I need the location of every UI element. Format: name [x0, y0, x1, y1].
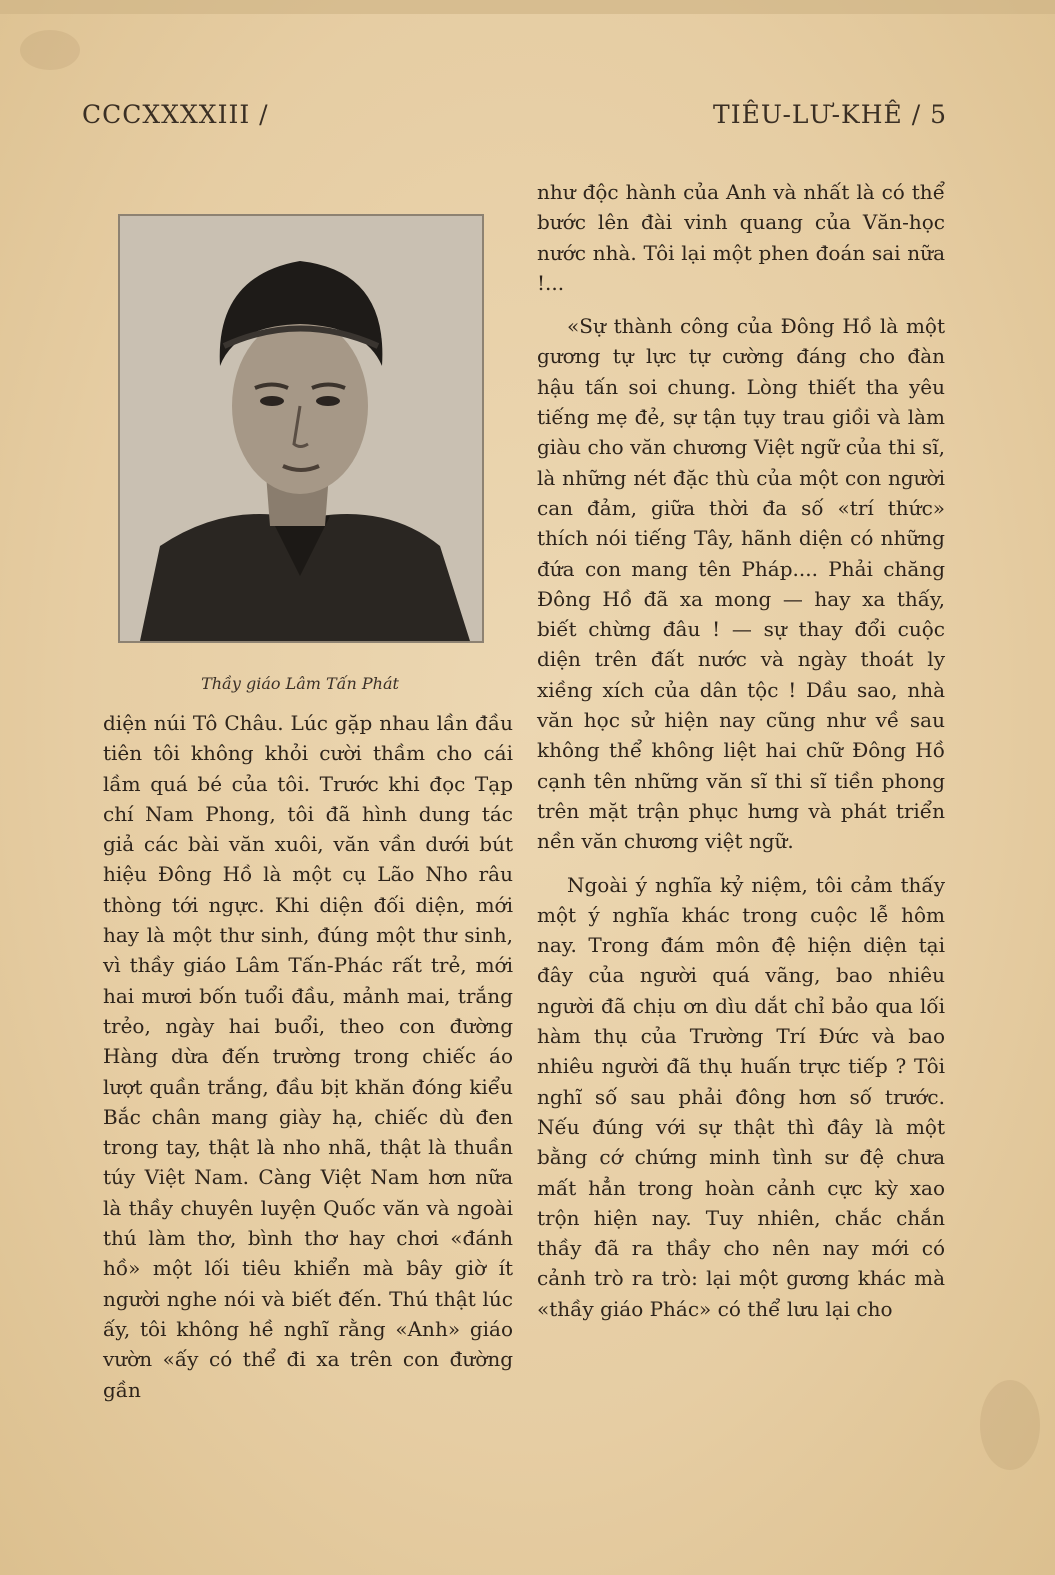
left-column [103, 708, 513, 1405]
right-paragraph-1: như độc hành của Anh và nhất là có thể bước lên đài vinh quang của Văn-học nước nhà. Tôi lại một phen đoán sai nữa !... [537, 180, 945, 295]
left-paragraph: diện núi Tô Châu. Lúc gặp nhau lần đầu tiên tôi không khỏi cười thầm cho cái lầm quá bé của tôi. Trước khi đọc Tạp chí Nam Phong, tôi đã hình dung tác giả các bài văn xuôi, văn vần dưới bút hiệu Đông Hồ là một cụ Lão Nho râu thòng tới ngực. Khi diện đối diện, mới hay là một thư sinh, đúng một thư sinh, vì thầy giáo Lâm Tấn-Phác rất trẻ, mới hai mươi bốn tuổi đầu, mảnh mai, trắng trẻo, ngày hai buổi, theo con đường Hàng dừa đến trường trong chiếc áo lượt quần trắng, đầu bịt khăn đóng kiểu Bắc chân mang giày hạ, chiếc dù đen trong tay, thật là nho nhã, thật là thuần túy Việt Nam. Càng Việt Nam hơn nữa là thầy chuyên luyện Quốc văn và ngoài thú làm thơ, bình thơ hay chơi «đánh hồ» một lối tiêu khiển mà bây giờ ít người nghe nói và biết đến. Thú thật lúc ấy, tôi không hề nghĩ rằng «Anh» giáo vườn «ấy có thể đi xa trên con đường gần [103, 711, 513, 1402]
paper-stain [980, 1380, 1040, 1470]
right-paragraph-2: «Sự thành công của Đông Hồ là một gương tự lực tự cường đáng cho đàn hậu tấn soi chung. Lòng thiết tha yêu tiếng mẹ đẻ, sự tận tụy trau giồi và làm giàu cho văn chương Việt ngữ của thi sĩ, là những nét đặc thù của một con người can đảm, giữa thời đa số «trí thức» thích nói tiếng Tây, hãnh diện có những đứa con mang tên Pháp.... Phải chăng Đông Hồ đã xa mong — hay xa thấy, biết chừng đâu ! — sự thay đổi cuộc diện trên đất nước và ngày thoát ly xiềng xích của dân tộc ! Dầu sao, nhà văn học sử hiện nay cũng như về sau không thể không liệt hai chữ Đông Hồ cạnh tên những văn sĩ thi sĩ tiền phong trên mặt trận phục hưng và phát triển nền văn chương việt ngữ. [537, 314, 945, 854]
portrait-photo [118, 214, 484, 643]
right-column [537, 177, 945, 1324]
paper-stain [20, 30, 80, 70]
page-header-right: TIÊU-LƯ-KHÊ / 5 [713, 100, 947, 129]
photo-caption: Thầy giáo Lâm Tấn Phát [201, 674, 399, 693]
portrait-illustration [120, 216, 482, 641]
right-paragraph-3: Ngoài ý nghĩa kỷ niệm, tôi cảm thấy một ý nghĩa khác trong cuộc lễ hôm nay. Trong đám môn đệ hiện diện tại đây của người quá vãng, bao nhiêu người đã chịu ơn dìu dắt chỉ bảo qua lối hàm thụ của Trường Trí Đức và bao nhiêu người đã thụ huấn trực tiếp ? Tôi nghĩ số sau phải đông hơn số trước. Nếu đúng với sự thật thì đây là một bằng cớ chứng minh tình sư đệ chưa mất hẳn trong hoàn cảnh cực kỳ xao trộn hiện nay. Tuy nhiên, chắc chắn thầy đã ra thầy cho nên nay mới có cảnh trò ra trò: lại một gương khác mà «thầy giáo Phác» có thể lưu lại cho [537, 872, 945, 1321]
page-header-left: CCCXXXXIII / [82, 100, 269, 129]
